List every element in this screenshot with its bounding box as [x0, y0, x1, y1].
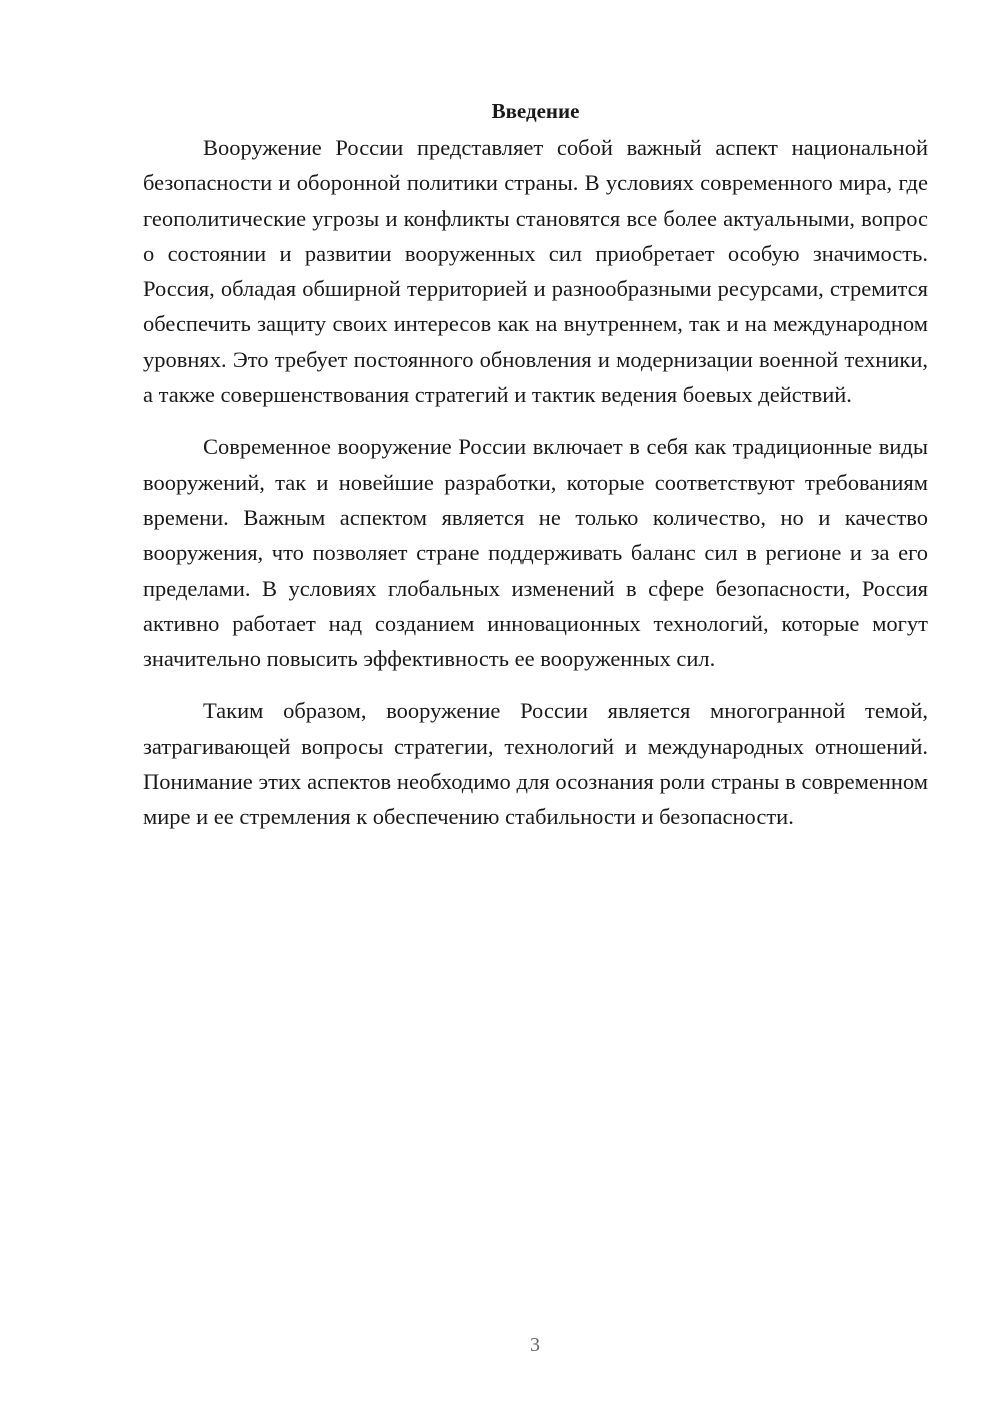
- section-heading: Введение: [491, 99, 580, 123]
- page-number: 3: [530, 1334, 540, 1356]
- paragraph-3: Таким образом, вооружение России является многогранной темой, затрагивающей вопросы стратегии, технологий и международных отношений. Понимание этих аспектов необходимо для осознания роли страны в современном мире и ее стремления к обеспечению стабильности и безопасности.: [143, 698, 928, 830]
- paragraph-1: Вооружение России представляет собой важный аспект национальной безопасности и оборонной политики страны. В условиях современного мира, где геополитические угрозы и конфликты становятся все более актуальными, вопрос о состоянии и развитии вооруженных сил приобретает особую значимость. Россия, обладая обширной территорией и разнообразными ресурсами, стремится обеспечить защиту своих интересов как на внутреннем, так и на международном уровнях. Это требует постоянного обновления и модернизации военной техники, а также совершенствования стратегий и тактик ведения боевых действий.: [143, 135, 928, 408]
- page-content: [143, 96, 928, 852]
- paragraph-2: Современное вооружение России включает в себя как традиционные виды вооружений, так и новейшие разработки, которые соответствуют требованиям времени. Важным аспектом является не только количество, но и качество вооружения, что позволяет стране поддерживать баланс сил в регионе и за его пределами. В условиях глобальных изменений в сфере безопасности, Россия активно работает над созданием инновационных технологий, которые могут значительно повысить эффективность ее вооруженных сил.: [143, 434, 928, 672]
